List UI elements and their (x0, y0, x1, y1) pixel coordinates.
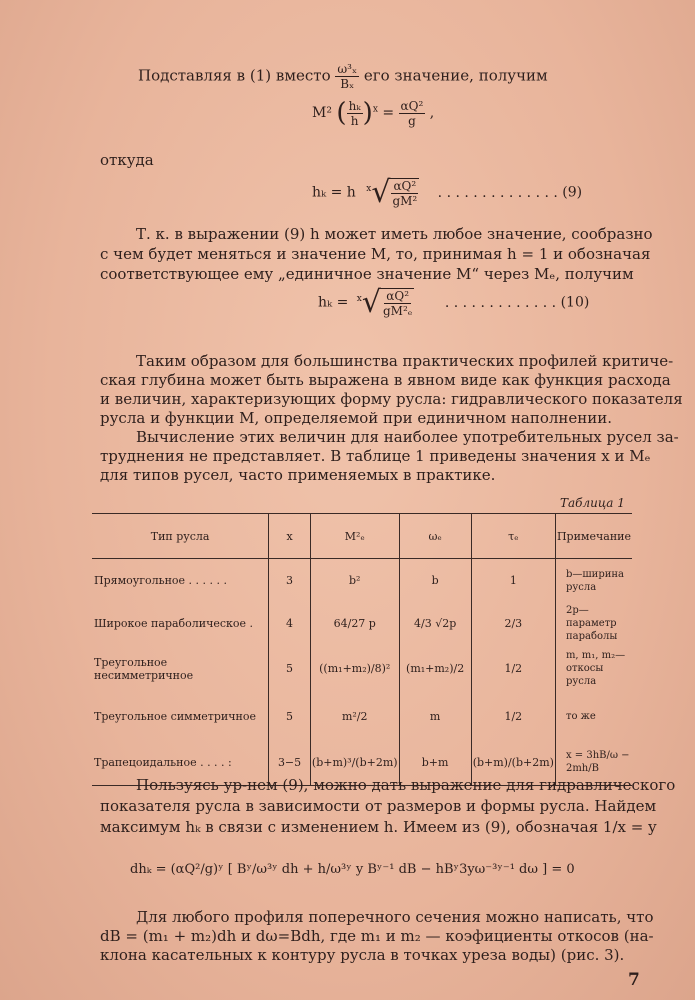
word-otkuda: откуда (100, 151, 154, 169)
equation-1: M² ( $\frac{\text{hₖ}}{h}$ )$^x$ = $\frac{\text{αQ²}}{g}$ , (312, 98, 435, 128)
paragraph-unit-value: Т. к. в выражении (9) h может иметь любое значение, сообразно с чем будет меняться и значение M, то, принимая h = 1 и обозначая соответствующее ему „единичное значение M“ через Mₑ, получим (100, 225, 653, 283)
paragraph-cross-section: Для любого профиля поперечного сечения можно написать, что dB = (m₁ + m₂)dh и dω=Bdh, где m₁ и m₂ — коэфициенты откосов (на- клона касательных к контуру русла в точках уреза воды) (рис. 3). (100, 908, 654, 964)
table-row: Треугольное симметричное 5 m²/2 m 1/2 то же (92, 694, 632, 740)
header-m: M²ₑ (310, 514, 399, 559)
equation-10: hₖ = $^x$√ $\frac{\text{αQ²}}{\text{gM²ₑ}}$ . . . . . . . . . . . . . (10) (318, 285, 590, 320)
equation-9: hₖ = h $^x$√ $\frac{\text{αQ²}}{\text{gM²}}$ . . . . . . . . . . . . . . (9) (312, 175, 583, 210)
channel-types-table (92, 513, 632, 786)
header-type: Тип русла (92, 514, 269, 559)
header-x: x (269, 514, 311, 559)
paragraph-critical-depth: Таким образом для большинства практических профилей критиче- ская глубина может быть выражена в явном виде как функция расхода и величин, характеризующих форму русла: гидравлического показателя русла и функции M, определяемой при единичном наполнении. Вычисление этих величин для наиболее употребительных русел за- труднения не представляет. В таблице 1 приведены значения x и Mₑ для типов русел, часто применяемых в практике. (100, 352, 683, 484)
header-omega: ωₑ (399, 514, 471, 559)
paragraph-substitute: Подставляя в (1) вместо $\frac{\text{ω³ₓ}}{\text{Bₓ}}$ его значение, получим (138, 62, 548, 91)
table-row: Треугольное несимметричное 5 ((m₁+m₂)/8)² (m₁+m₂)/2 1/2 m, m₁, m₂—откосы русла (92, 644, 632, 694)
equation-differential: dhₖ = (αQ²/g)ʸ [ Bʸ/ω³ʸ dh + h/ω³ʸ y Bʸ⁻¹ dB − hBʸ3yω⁻³ʸ⁻¹ dω ] = 0 (130, 862, 575, 877)
header-tau: τₑ (471, 514, 555, 559)
page-number: 7 (628, 970, 640, 990)
table-row: Трапецоидальное . . . . : 3−5 (b+m)³/(b+2m) b+m (b+m)/(b+2m) x = 3hB/ω − 2mh/B (92, 740, 632, 786)
table-caption: Таблица 1 (560, 496, 625, 510)
table-row: Прямоугольное . . . . . . 3 b² b 1 b—ширина русла (92, 559, 632, 603)
fraction: $\frac{\text{ω³ₓ}}{\text{Bₓ}}$ (337, 62, 358, 91)
header-note: Примечание (555, 514, 632, 559)
table-row: Широкое параболическое . 4 64/27 p 4/3 √2p 2/3 2p—параметр параболы (92, 603, 632, 644)
paragraph-hydraulic-index: Пользуясь ур-нем (9), можно дать выражение для гидравлического показателя русла в зависимости от размеров и формы русла. Найдем максимум hₖ в связи с изменением h. Имеем из (9), обозначая 1/x = y (100, 776, 676, 836)
